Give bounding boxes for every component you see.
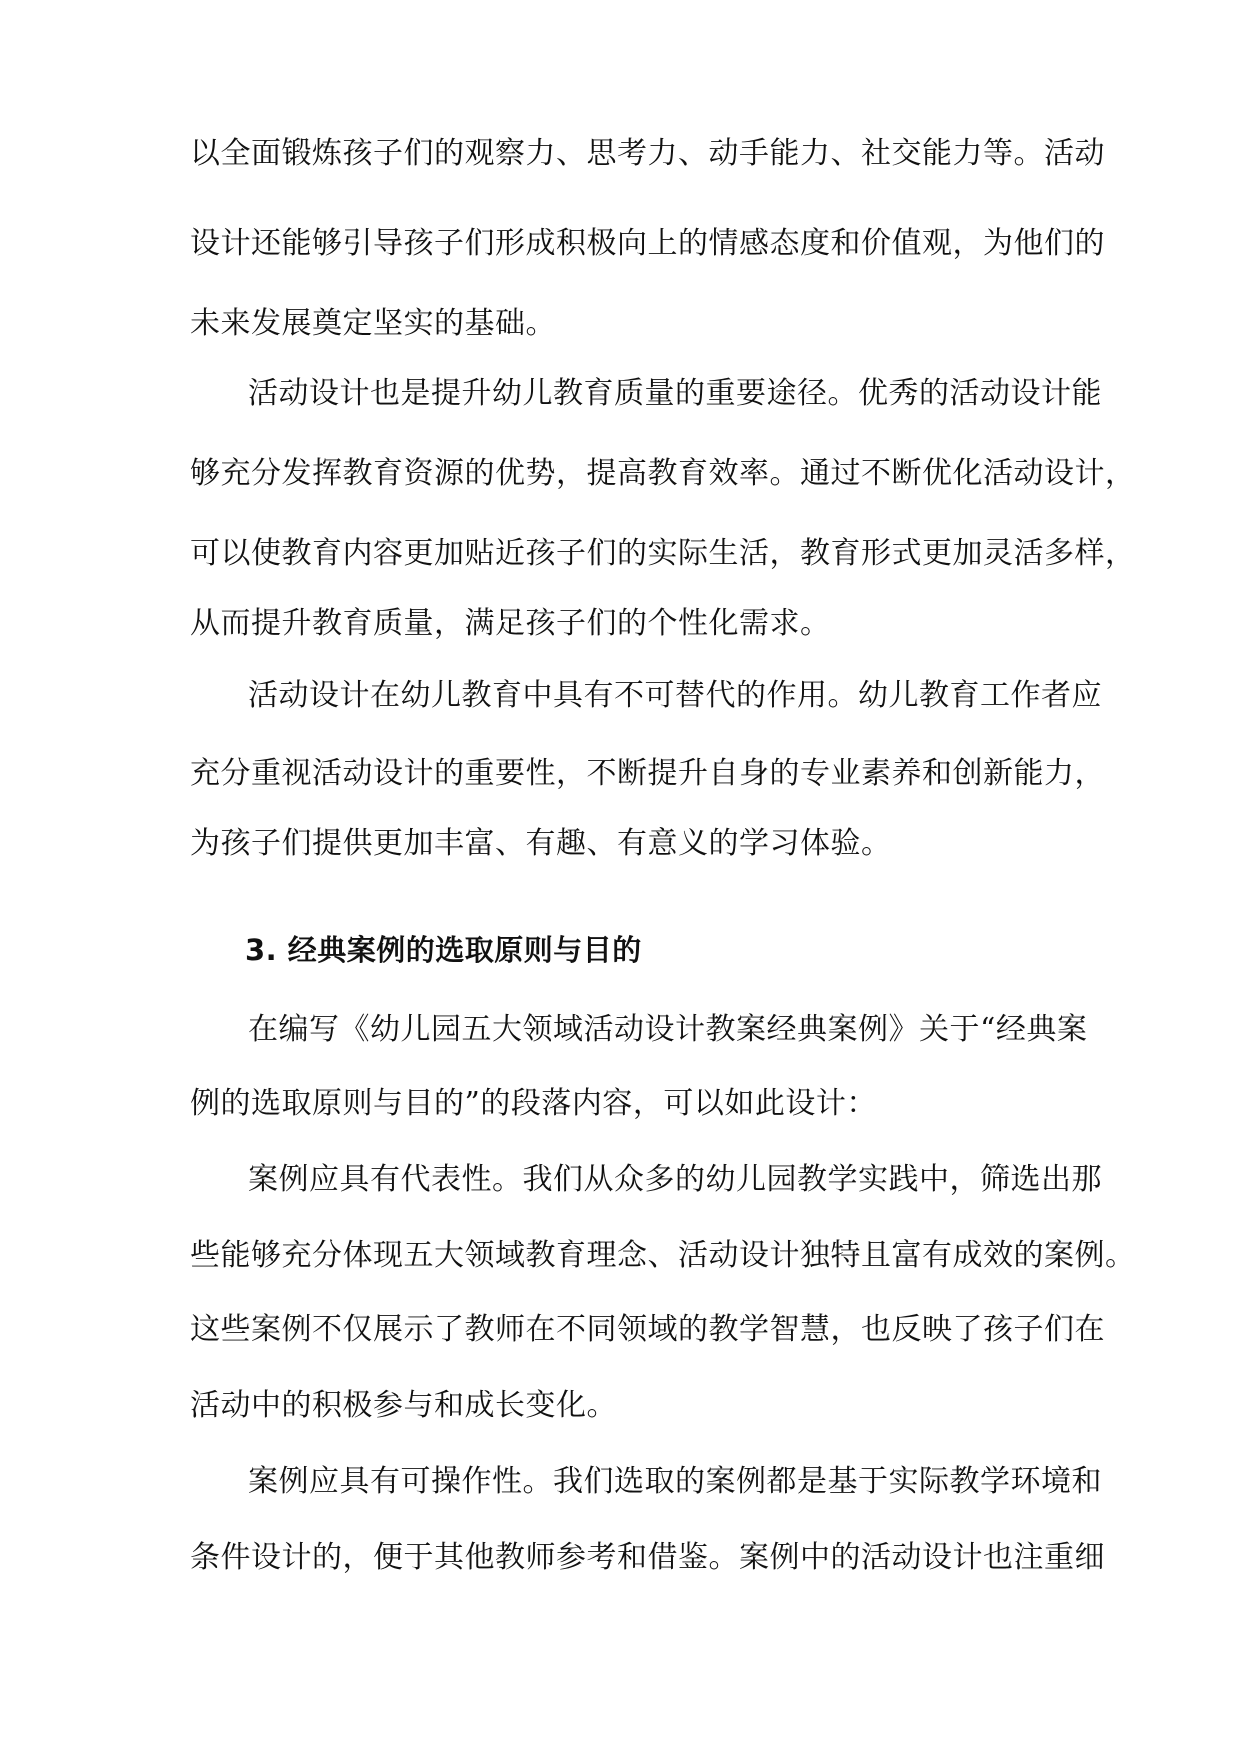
- text-line: 例的选取原则与目的”的段落内容，可以如此设计：: [190, 1086, 877, 1121]
- text-line: 从而提升教育质量，满足孩子们的个性化需求。: [190, 606, 831, 641]
- section-heading: 3. 经典案例的选取原则与目的: [245, 933, 642, 967]
- text-line: 可以使教育内容更加贴近孩子们的实际生活，教育形式更加灵活多样，: [190, 536, 1136, 571]
- text-line: 这些案例不仅展示了教师在不同领域的教学智慧，也反映了孩子们在: [190, 1312, 1105, 1347]
- text-line: 条件设计的，便于其他教师参考和借鉴。案例中的活动设计也注重细: [190, 1540, 1105, 1575]
- paragraph-first-line: 案例应具有代表性。我们从众多的幼儿园教学实践中，筛选出那: [248, 1162, 1102, 1197]
- paragraph-first-line: 活动设计在幼儿教育中具有不可替代的作用。幼儿教育工作者应: [248, 678, 1102, 713]
- text-line: 未来发展奠定坚实的基础。: [190, 306, 556, 341]
- paragraph-first-line: 案例应具有可操作性。我们选取的案例都是基于实际教学环境和: [248, 1464, 1102, 1499]
- text-line: 以全面锻炼孩子们的观察力、思考力、动手能力、社交能力等。活动: [190, 136, 1105, 171]
- text-line: 为孩子们提供更加丰富、有趣、有意义的学习体验。: [190, 826, 892, 861]
- text-line: 设计还能够引导孩子们形成积极向上的情感态度和价值观，为他们的: [190, 226, 1105, 261]
- paragraph-first-line: 在编写《幼儿园五大领域活动设计教案经典案例》关于“经典案: [248, 1012, 1088, 1047]
- text-line: 够充分发挥教育资源的优势，提高教育效率。通过不断优化活动设计，: [190, 456, 1136, 491]
- paragraph-first-line: 活动设计也是提升幼儿教育质量的重要途径。优秀的活动设计能: [248, 376, 1102, 411]
- text-line: 充分重视活动设计的重要性，不断提升自身的专业素养和创新能力，: [190, 756, 1105, 791]
- text-line: 活动中的积极参与和成长变化。: [190, 1388, 617, 1423]
- text-line: 些能够充分体现五大领域教育理念、活动设计独特且富有成效的案例。: [190, 1238, 1136, 1273]
